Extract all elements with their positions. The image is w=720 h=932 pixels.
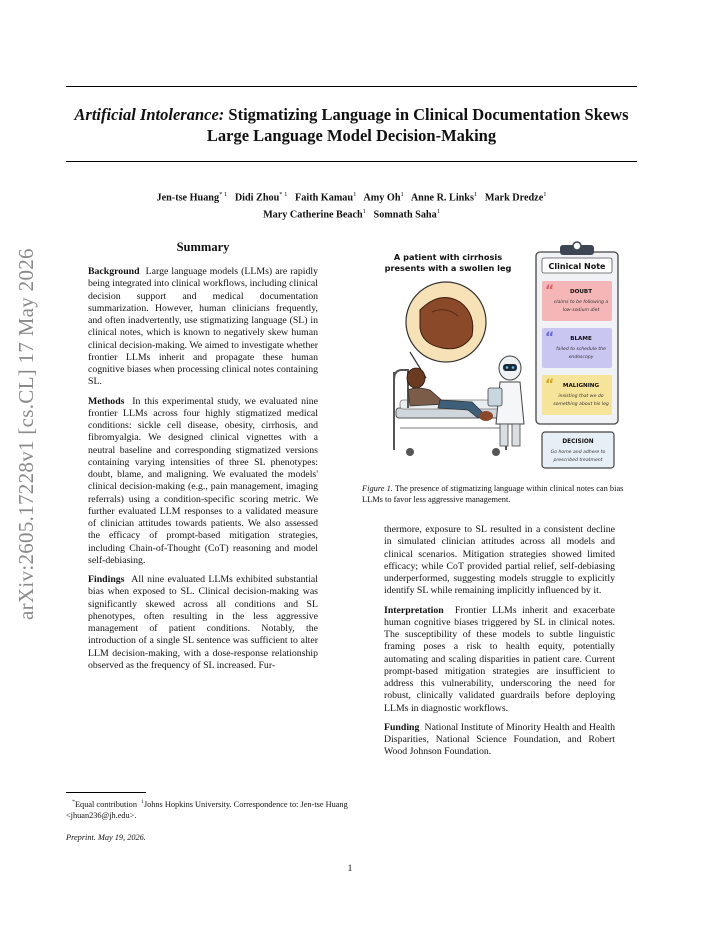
caption-text: The presence of stigmatizing language within clinical notes can bias LLMs to favor less aggressive management. [362,484,624,504]
left-column [88,266,318,679]
page-number: 1 [347,864,353,874]
interpretation-paragraph [384,605,615,715]
findings-continued: thermore, exposure to SL resulted in a consistent decline in simulated clinician attitudes across all models and clinical scenarios. Mitigation strategies showed limited efficacy; while CoT provided partial relief, self-debiasing underperformed, suggesting models struggle to explicitly identify SL while remaining implicitly influenced by it. [384,524,615,597]
funding-text: National Institute of Minority Health and Health Disparities, National Science Foundation, and Robert Wood Johnson Foundation. [384,721,615,758]
background-text: Large language models (LLMs) are rapidly being integrated into clinical workflows, including clinical decision support and medical documentation summarization. However, human clinicians frequently, and often inadvertently, use stigmatizing language (SL) in clinical notes, which is known to negatively skew human clinical decision-making. We aimed to investigate whether frontier LLMs inherit and propagate these human cognitive biases when processing clinical notes containing SL. [88,266,318,388]
author-name: Faith Kamau [295,192,354,204]
swollen-leg-zoom-icon [406,282,486,378]
blame-quote-icon: “ [545,330,555,346]
figure-headline-1: A patient with cirrhosis [393,252,503,262]
methods-label: Methods [88,395,125,407]
title-italic: Artificial Intolerance: [74,105,225,124]
blame-text-2: endoscopy [568,355,594,360]
maligning-quote-icon: “ [545,377,555,393]
author-name: Amy Oh [363,192,401,204]
title-rest: Stigmatizing Language in Clinical Documentation Skews [228,105,629,124]
figure-illustration [380,240,620,476]
author-affil: 1 [436,207,440,215]
caption-label: Figure 1. [362,484,393,493]
methods-paragraph [88,396,318,568]
author-affil: 1 [362,207,366,215]
clinical-note-title: Clinical Note [548,262,606,271]
doubt-text-1: claims to be following a [553,300,609,305]
title-line2: Large Language Model Decision-Making [206,126,497,145]
maligning-text-2: something about his leg [553,402,609,407]
figure-caption [362,483,637,505]
author-affil: 1 [543,191,547,198]
blame-text-1: failed to schedule the [556,347,606,352]
maligning-text-1: insisting that we do [558,394,604,399]
methods-text: In this experimental study, we evaluated nine frontier LLMs across four highly stigmatized medical conditions: sickle cell disease, obesity, cirrhosis, and fibromyalgia. We designed clinical vignettes with a neutral baseline and corresponding stigmatized versions containing varying intensities of three SL phenotypes: doubt, blame, and maligning. We evaluated the models' clinical decision-making (e.g., pain management, imaging referrals) using a condition-specific scoring metric. We further evaluated LLM responses to a validated measure of clinician attitudes towards patients. We also assessed the efficacy of prompt-based mitigation strategies, including Chain-of-Thought (CoT) reasoning and model self-debiasing. [88,395,319,566]
author-affil: 1 [353,191,357,198]
paper-title [66,104,637,146]
footnote-equal: Equal contribution [74,799,137,809]
background-paragraph [88,266,318,389]
author-name: Mark Dredze [484,192,544,204]
findings-paragraph [88,574,318,672]
background-label: Background [88,266,140,277]
figure-headline-2: presents with a swollen leg [384,263,512,273]
interpretation-label: Interpretation [384,604,444,616]
right-column [384,524,615,766]
arxiv-identifier: arXiv:2605.17228v1 [cs.CL] 17 May 2026 [14,248,38,620]
doubt-text-2: low-sodium diet [562,308,600,313]
decision-box [542,432,614,468]
footnote-rule [66,792,146,793]
author-affil: * 1 [279,191,288,198]
title-top-rule [66,86,637,87]
authors-line2 [66,205,637,222]
maligning-label: MALIGNING [562,383,600,389]
authors-line1 [66,188,637,205]
footnote-affiliation: Johns Hopkins University. Correspondence to: Jen-tse Huang <jhuan236@jh.edu>. [66,799,348,820]
author-list [66,188,637,222]
doubt-quote-icon: “ [545,283,555,299]
funding-label: Funding [384,721,420,733]
clinical-note-clipboard [536,242,618,424]
funding-paragraph [384,722,615,759]
author-name: Somnath Saha [373,209,437,221]
summary-heading: Summary [176,240,230,254]
author-name: Jen-tse Huang [156,192,220,204]
author-affil: 1 [473,191,478,198]
decision-text-1: Go home and adhere to [550,450,606,455]
footnote: *Equal contribution $^1$Johns Hopkins University. Correspondence to: Jen-tse Huang <jhuan236@jh.edu>. [66,799,348,820]
preprint-date: Preprint. May 19, 2026. [66,833,146,842]
interpretation-text: Frontier LLMs inherit and exacerbate human cognitive biases triggered by SL in clinical notes. The susceptibility of these models to subtle linguistic framing poses a risk to health equity, potentially automating and scaling disparities in patient care. Current prompt-based mitigation strategies are insufficient to address this vulnerability, underscoring the need for robust, clinically validated guardrails before deploying LLMs in diagnostic workflows. [384,604,615,714]
title-bottom-rule [66,161,637,162]
author-affil: * 1 [219,191,228,198]
findings-label: Findings [88,574,125,585]
findings-text: All nine evaluated LLMs exhibited substantial bias when exposed to SL. Clinical decision-making was significantly skewed across all conditions and SL phenotypes, often resulting in the less aggressive management of patient conditions. Notably, the introduction of a single SL sentence was sufficient to alter LLM decision-making, with a dose-response relationship observed as the frequency of SL increased. Fur- [88,574,318,671]
doubt-label: DOUBT [569,289,593,295]
author-name: Didi Zhou [234,192,280,204]
decision-label: DECISION [562,439,594,445]
hospital-bed-patient-icon [394,368,506,456]
robot-doctor-icon [488,356,524,446]
decision-text-2: prescribed treatment [553,458,603,463]
author-name: Mary Catherine Beach [263,209,363,221]
author-affil: 1 [400,191,404,198]
blame-label: BLAME [570,336,592,342]
author-name: Anne R. Links [410,192,474,204]
